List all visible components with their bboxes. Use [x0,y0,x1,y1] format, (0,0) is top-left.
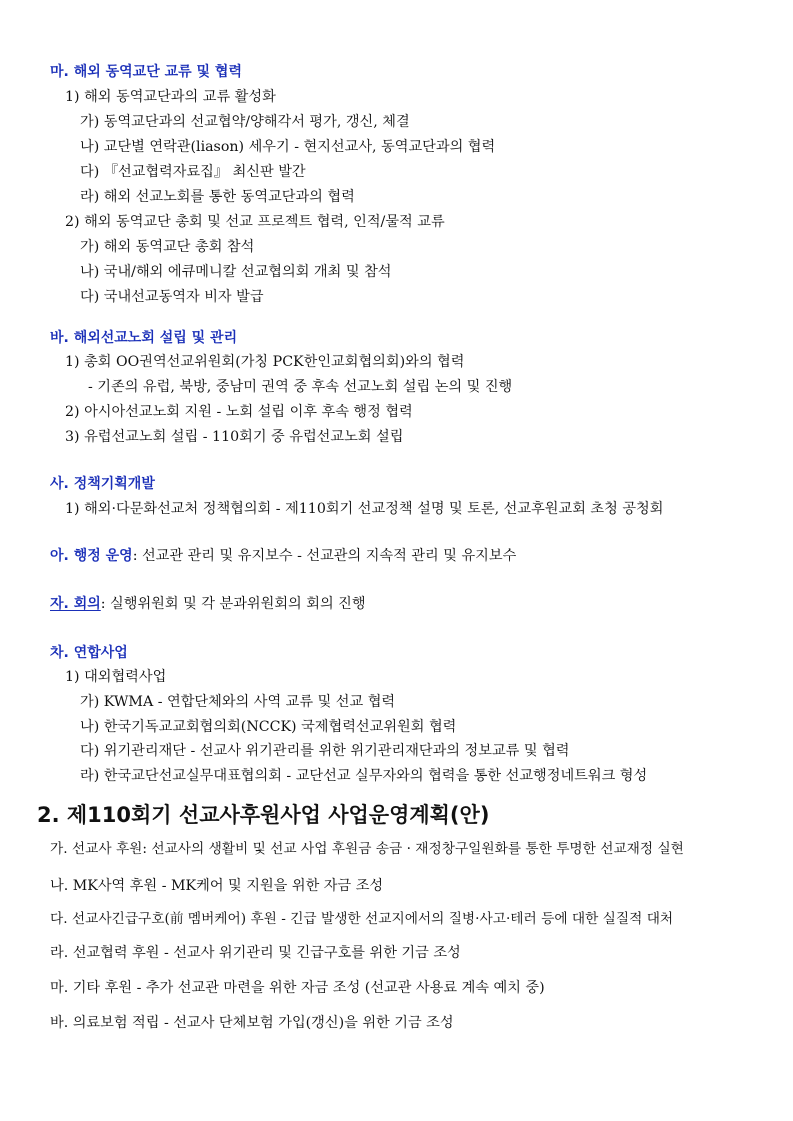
item-cha-1-na: 나) 한국기독교교회협의회(NCCK) 국제협력선교위원회 협력 [80,719,457,735]
item-ba-2: 2) 아시아선교노회 지원 - 노회 설립 이후 후속 행정 협력 [65,404,413,420]
item-ma-1-ra: 라) 해외 선교노회를 통한 동역교단과의 협력 [80,189,355,205]
section-ja-text: : 실행위원회 및 각 분과위원회의 회의 진행 [100,596,366,612]
item-ma-2-na: 나) 국내/해외 에큐메니칼 선교협의회 개최 및 참석 [80,264,392,280]
item-ma-1-ga: 가) 동역교단과의 선교협약/양해각서 평가, 갱신, 체결 [80,114,410,130]
part2-item-ga: 가. 선교사 후원: 선교사의 생활비 및 선교 사업 후원금 송금 · 재정창구일원화를 통한 투명한 선교재정 실현 [50,841,684,857]
item-ma-2-ga: 가) 해외 동역교단 총회 참석 [80,239,255,255]
section-heading-a: 아. 행정 운영 [50,548,133,564]
item-cha-1-ra: 라) 한국교단선교실무대표협의회 - 교단선교 실무자와의 협력을 통한 선교행정네트워크 형성 [80,768,648,784]
item-ma-2-da: 다) 국내선교동역자 비자 발급 [80,289,264,305]
section-heading-cha: 차. 연합사업 [50,645,128,661]
item-ma-1-na: 나) 교단별 연락관(liason) 세우기 - 현지선교사, 동역교단과의 협력 [80,139,496,155]
part2-item-ma: 마. 기타 후원 - 추가 선교관 마련을 위한 자금 조성 (선교관 사용료 계속 예치 중) [50,980,545,996]
part2-item-ra: 라. 선교협력 후원 - 선교사 위기관리 및 긴급구호를 위한 기금 조성 [50,945,461,961]
section-heading-sa: 사. 정책기획개발 [50,476,155,492]
item-ba-3: 3) 유럽선교노회 설립 - 110회기 중 유럽선교노회 설립 [65,429,404,445]
item-ba-1-dash: - 기존의 유럽, 북방, 중남미 권역 중 후속 선교노회 설립 논의 및 진행 [88,379,513,395]
part2-item-da: 다. 선교사긴급구호(前 멤버케어) 후원 - 긴급 발생한 선교지에서의 질병·사고·테러 등에 대한 실질적 대처 [50,911,674,927]
section-heading-ma: 마. 해외 동역교단 교류 및 협력 [50,64,242,80]
item-sa-1: 1) 해외·다문화선교처 정책협의회 - 제110회기 선교정책 설명 및 토론, 선교후원교회 초청 공청회 [65,501,664,517]
part2-item-na: 나. MK사역 후원 - MK케어 및 지원을 위한 자금 조성 [50,878,384,894]
item-cha-1: 1) 대외협력사업 [65,669,167,685]
item-cha-1-da: 다) 위기관리재단 - 선교사 위기관리를 위한 위기관리재단과의 정보교류 및 협력 [80,743,570,759]
section-ja-line [50,594,366,614]
section-heading-ba: 바. 해외선교노회 설립 및 관리 [50,330,238,346]
section-heading-ja: 자. 회의 [50,596,101,612]
item-cha-1-ga: 가) KWMA - 연합단체와의 사역 교류 및 선교 협력 [80,694,396,710]
item-ma-1-da: 다) 『선교협력자료집』 최신판 발간 [80,164,306,180]
part2-item-ba: 바. 의료보험 적립 - 선교사 단체보험 가입(갱신)을 위한 기금 조성 [50,1015,454,1031]
item-ma-2: 2) 해외 동역교단 총회 및 선교 프로젝트 협력, 인적/물적 교류 [65,214,445,230]
item-ba-1: 1) 총회 OO권역선교위원회(가칭 PCK한인교회협의회)와의 협력 [65,354,465,370]
item-ma-1: 1) 해외 동역교단과의 교류 활성화 [65,89,276,105]
section-a-line [50,546,516,566]
section-a-text: : 선교관 관리 및 유지보수 - 선교관의 지속적 관리 및 유지보수 [132,548,517,564]
part2-title: 2. 제110회기 선교사후원사업 사업운영계획(안) [37,803,490,827]
